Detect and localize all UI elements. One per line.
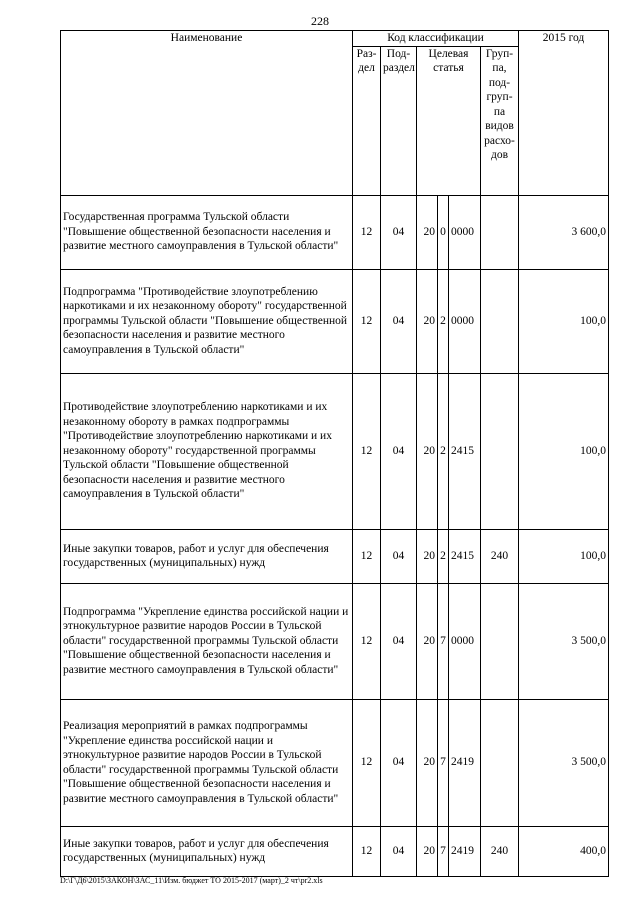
page-number: 228 (311, 14, 329, 28)
row-target-direction: 2419 (449, 826, 481, 876)
row-name: Подпрограмма "Противодействие злоупотреблению наркотиками и их незаконному обороту" государственной программы Тульской области "Повышение общественной безопасности населения и развитие местного самоуправления в Тульской области" (61, 269, 353, 373)
row-target-subprogram: 7 (438, 583, 449, 699)
budget-table (60, 30, 609, 877)
row-subsection: 04 (381, 373, 417, 529)
row-expense-group: 240 (481, 529, 519, 583)
row-target-direction: 2415 (449, 373, 481, 529)
row-expense-group (481, 269, 519, 373)
table-row (61, 269, 609, 373)
row-target-subprogram: 7 (438, 826, 449, 876)
row-expense-group (481, 699, 519, 826)
row-amount: 3 600,0 (519, 195, 609, 269)
row-subsection: 04 (381, 529, 417, 583)
row-subsection: 04 (381, 826, 417, 876)
row-name: Подпрограмма "Укрепление единства российской нации и этнокультурное развитие народов России в Тульской области" государственной программы Тульской области "Повышение общественной безопасности населения и развитие местного самоуправления в Тульской области" (61, 583, 353, 699)
file-path-footer: D:\Г\Д6\2015\ЗАКОН\ЗАС_11\Изм. бюджет ТО 2015-2017 (март)_2 чт\pr2.xls (60, 876, 323, 885)
row-section: 12 (353, 269, 381, 373)
row-target-subprogram: 0 (438, 195, 449, 269)
row-subsection: 04 (381, 195, 417, 269)
row-amount: 400,0 (519, 826, 609, 876)
row-expense-group (481, 373, 519, 529)
row-section: 12 (353, 373, 381, 529)
row-target-subprogram: 2 (438, 269, 449, 373)
row-target-subprogram: 7 (438, 699, 449, 826)
table-row (61, 529, 609, 583)
table-row (61, 826, 609, 876)
row-name: Реализация мероприятий в рамках подпрограммы "Укрепление единства российской нации и этнокультурное развитие народов России в Тульской области" государственной программы Тульской области "Повышение общественной безопасности населения и развитие местного самоуправления в Тульской области" (61, 699, 353, 826)
row-target-program: 20 (417, 529, 438, 583)
row-expense-group (481, 583, 519, 699)
row-section: 12 (353, 195, 381, 269)
row-target-direction: 0000 (449, 583, 481, 699)
row-name: Иные закупки товаров, работ и услуг для обеспечения государственных (муниципальных) нужд (61, 826, 353, 876)
header-classification: Код классификации (353, 31, 519, 47)
row-subsection: 04 (381, 583, 417, 699)
row-target-direction: 2415 (449, 529, 481, 583)
row-section: 12 (353, 699, 381, 826)
row-name: Иные закупки товаров, работ и услуг для обеспечения государственных (муниципальных) нужд (61, 529, 353, 583)
row-target-program: 20 (417, 373, 438, 529)
row-amount: 100,0 (519, 529, 609, 583)
row-amount: 3 500,0 (519, 583, 609, 699)
header-target-article: Целевая статья (417, 46, 481, 195)
row-target-program: 20 (417, 269, 438, 373)
row-amount: 100,0 (519, 269, 609, 373)
row-section: 12 (353, 529, 381, 583)
table-row (61, 583, 609, 699)
header-expense-group: Груп- па, под- груп- па видов расхо- дов (481, 46, 519, 195)
row-subsection: 04 (381, 269, 417, 373)
row-target-program: 20 (417, 583, 438, 699)
header-subsection: Под- раздел (381, 46, 417, 195)
row-target-subprogram: 2 (438, 373, 449, 529)
table-row (61, 373, 609, 529)
row-name: Противодействие злоупотреблению наркотиками и их незаконному обороту в рамках подпрограммы "Противодействие злоупотреблению наркотиками и их незаконному обороту" государственной программы Тульской области "Повышение общественной безопасности населения и развитие местного самоуправления в Тульской области" (61, 373, 353, 529)
row-target-subprogram: 2 (438, 529, 449, 583)
header-year: 2015 год (519, 31, 609, 196)
row-amount: 3 500,0 (519, 699, 609, 826)
row-name: Государственная программа Тульской области "Повышение общественной безопасности населения и развитие местного самоуправления в Тульской области" (61, 195, 353, 269)
row-target-direction: 0000 (449, 195, 481, 269)
header-section: Раз- дел (353, 46, 381, 195)
table-row (61, 699, 609, 826)
row-target-program: 20 (417, 699, 438, 826)
header-name: Наименование (61, 31, 353, 196)
row-section: 12 (353, 583, 381, 699)
row-expense-group (481, 195, 519, 269)
row-target-direction: 2419 (449, 699, 481, 826)
row-target-direction: 0000 (449, 269, 481, 373)
row-subsection: 04 (381, 699, 417, 826)
table-row (61, 195, 609, 269)
row-amount: 100,0 (519, 373, 609, 529)
row-expense-group: 240 (481, 826, 519, 876)
header-row (61, 31, 609, 47)
row-section: 12 (353, 826, 381, 876)
row-target-program: 20 (417, 195, 438, 269)
row-target-program: 20 (417, 826, 438, 876)
